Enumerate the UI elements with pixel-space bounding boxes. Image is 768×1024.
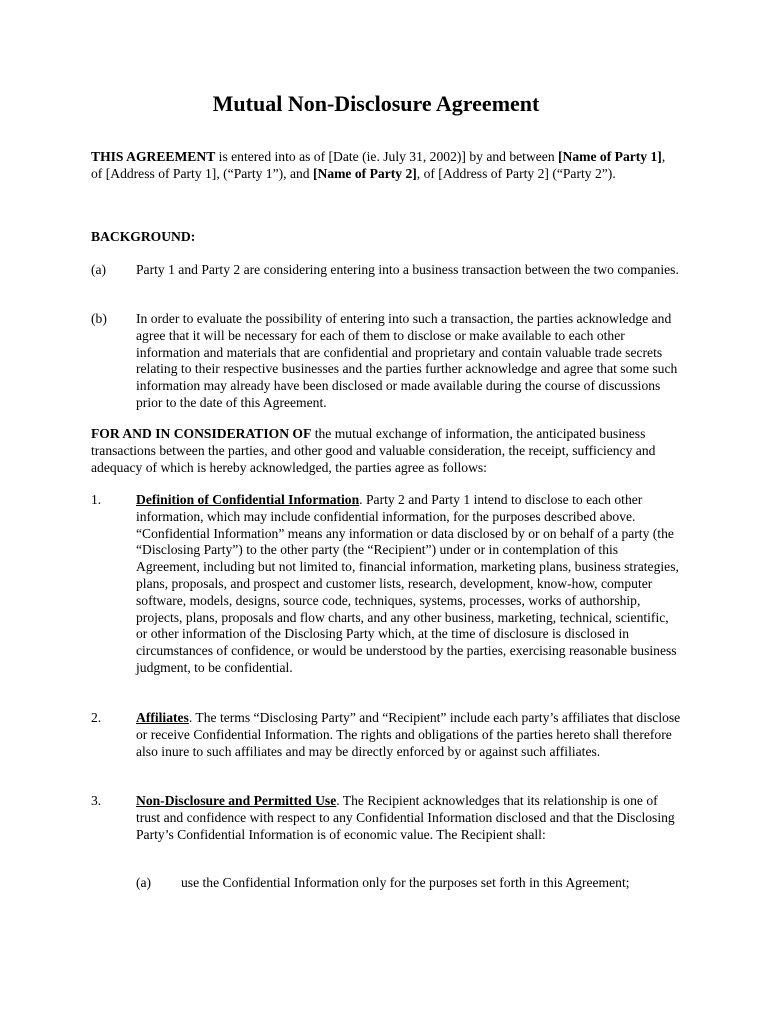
sub-clause-marker: (a) [136, 875, 152, 890]
background-item [91, 262, 691, 279]
item-marker: (b) [91, 311, 107, 326]
clause-number: 3. [91, 793, 102, 808]
clause-text: . The Recipient acknowledges that its relationship is one of trust and confidence with respect to any Confidential Information disclosed and that the Disclosing Party’s Confidential Information is of economic value. The Recipient shall: [136, 793, 675, 842]
intro-text-2: , of [Address of Party 1], (“Party 1”), and [91, 149, 666, 181]
party1-name: [Name of Party 1] [558, 149, 662, 164]
intro-paragraph [91, 149, 676, 183]
clause-heading: Non-Disclosure and Permitted Use [136, 793, 337, 808]
clause-number: 1. [91, 492, 102, 507]
background-item [91, 311, 691, 412]
item-marker: (a) [91, 262, 107, 277]
party2-name: [Name of Party 2] [312, 165, 417, 181]
clause-number: 2. [91, 710, 102, 725]
intro-text-3: , of [Address of Party 2] (“Party 2”). [416, 165, 616, 181]
document-title: Mutual Non-Disclosure Agreement [212, 91, 540, 116]
clause-heading: Definition of Confidential Information [136, 492, 360, 507]
background-heading: BACKGROUND: [91, 229, 196, 244]
clause-text: . Party 2 and Party 1 intend to disclose to each other information, which may include confidential information, for the purposes described above. “Confidential Information” means any information or data disclosed by or on behalf of a party (the “Disclosing Party”) to the other party (the “Recipient”) under or in contemplation of this Agreement, including but not limited to, financial information, marketing plans, business strategies, plans, proposals, and prospect and customer lists, research, development, know-how, computer software, models, designs, source code, techniques, systems, processes, works of authorship, projects, plans, proposals and flow charts, and any other business, marketing, technical, scientific, or other information of the Disclosing Party which, at the time of disclosure is disclosed in circumstances of confidence, or would be understood by the parties, exercising reasonable business judgment, to be confidential. [136, 492, 679, 675]
clause-item [91, 492, 691, 677]
clause-heading: Affiliates [136, 710, 189, 725]
consideration-text: the mutual exchange of information, the anticipated business transactions between the parties, and other good and valuable consideration, the receipt, sufficiency and adequacy of which is hereby acknowledged, the parties agree as follows: [91, 426, 656, 475]
clause-text: . The terms “Disclosing Party” and “Recipient” include each party’s affiliates that disclose or receive Confidential Information. The rights and obligations of the parties hereto shall therefore also inure to such affiliates and may be directly enforced by or against such affiliates. [136, 710, 681, 759]
consideration-paragraph [91, 426, 676, 476]
consideration-lead: FOR AND IN CONSIDERATION OF [91, 426, 312, 441]
item-text: Party 1 and Party 2 are considering entering into a business transaction between the two companies. [136, 262, 679, 277]
item-text: In order to evaluate the possibility of entering into such a transaction, the parties acknowledge and agree that it will be necessary for each of them to disclose or make available to each other information and materials that are confidential and proprietary and contain valuable trade secrets relating to their respective businesses and the parties further acknowledge and agree that some such information may already have been disclosed or made available during the course of discussions prior to the date of this Agreement. [136, 311, 678, 410]
clause-item [91, 793, 691, 843]
sub-clause-text: use the Confidential Information only for the purposes set forth in this Agreement; [181, 875, 630, 890]
clause-item [91, 710, 691, 760]
intro-text-1: is entered into as of [Date (ie. July 31, 2002)] by and between [215, 149, 559, 164]
sub-clause-item [136, 875, 696, 892]
intro-lead: THIS AGREEMENT [91, 149, 216, 164]
